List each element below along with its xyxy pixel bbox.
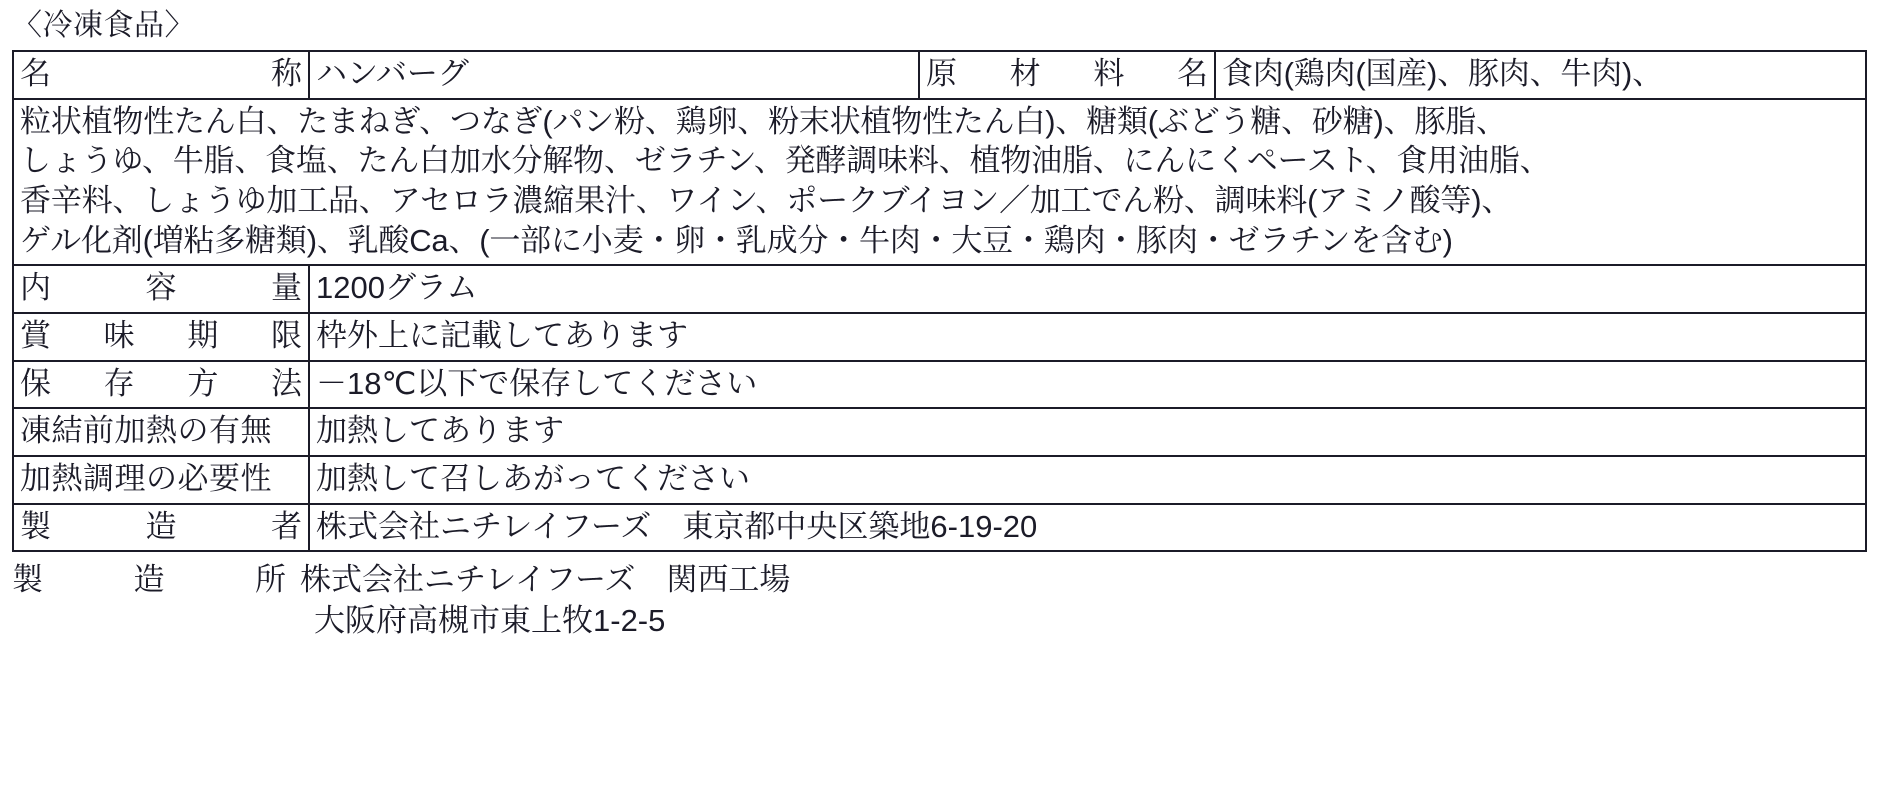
table-row [13,99,1866,266]
row-label-ingredients [919,51,1215,99]
label-char: 賞 [20,318,51,354]
label-char: 原 [926,56,957,91]
label-char: 量 [271,270,302,306]
row-value-manufacturer: 株式会社ニチレイフーズ 東京都中央区築地6-19-20 [309,504,1866,552]
table-row [13,456,1866,504]
row-value-ingredients-rest [13,99,1866,266]
row-value-preheated: 加熱してあります [309,408,1866,456]
row-label-bestbefore [13,313,309,361]
table-row [13,361,1866,409]
ingredients-line: しょうゆ、牛脂、食塩、たん白加水分解物、ゼラチン、発酵調味料、植物油脂、にんにくペースト、食用油脂、 [20,143,1551,179]
category-heading: 〈冷凍食品〉 [12,9,195,42]
label-char: 者 [271,508,302,544]
table-row [13,313,1866,361]
row-value-netweight: 1200グラム [309,265,1866,313]
ingredients-line: 粒状植物性たん白、たまねぎ、つなぎ(パン粉、鶏卵、粉末状植物性たん白)、糖類(ぶどう糖、砂糖)、豚脂、 [20,103,1507,139]
label-char: 名 [1176,56,1208,91]
label-char: 内 [20,270,51,306]
label-char: 料 [1093,56,1125,91]
row-label-netweight [13,265,309,313]
label-char: 名 [20,56,51,91]
row-value-name: ハンバーグ [309,51,919,99]
label-char: 方 [187,365,219,401]
label-char: 保 [20,365,51,401]
label-char: 期 [187,318,219,354]
table-row [13,265,1866,313]
row-label-name [13,51,309,99]
label-char: 材 [1009,56,1041,91]
ingredients-line: ゲル化剤(増粘多糖類)、乳酸Ca、(一部に小麦・卵・乳成分・牛肉・大豆・鶏肉・豚肉・ゼラチンを含む) [20,222,1453,258]
row-label-preheated: 凍結前加熱の有無 [13,408,309,456]
label-char: 味 [103,318,135,354]
label-char: 製 [20,508,51,544]
row-label-cooking-required: 加熱調理の必要性 [13,456,309,504]
label-char: 限 [270,318,302,354]
table-row [13,408,1866,456]
ingredients-line: 香辛料、しょうゆ加工品、アセロラ濃縮果汁、ワイン、ポークブイヨン／加工でん粉、調味料(アミノ酸等)、 [20,183,1513,219]
label-char: 造 [145,508,177,544]
table-row [13,504,1866,552]
factory-row [12,560,1904,600]
label-char: 製 [12,562,43,598]
row-value-ingredients-line1: 食肉(鶏肉(国産)、豚肉、牛肉)、 [1215,51,1866,99]
row-value-storage: －18℃以下で保存してください [309,361,1866,409]
row-value-cooking-required: 加熱して召しあがってください [309,456,1866,504]
row-label-manufacturer [13,504,309,552]
label-char: 法 [270,365,302,401]
factory-address: 大阪府高槻市東上牧1-2-5 [314,602,666,638]
label-char: 存 [103,365,135,401]
table-row [13,51,1866,99]
row-value-bestbefore: 枠外上に記載してあります [309,313,1866,361]
factory-label [12,560,300,600]
nutrition-label-table [12,50,1867,552]
factory-block [12,560,1904,641]
label-char: 容 [145,270,177,306]
factory-name: 株式会社ニチレイフーズ 関西工場 [300,562,791,598]
row-label-storage [13,361,309,409]
label-char: 所 [255,562,286,598]
label-char: 称 [271,56,302,91]
label-char: 造 [133,562,165,598]
